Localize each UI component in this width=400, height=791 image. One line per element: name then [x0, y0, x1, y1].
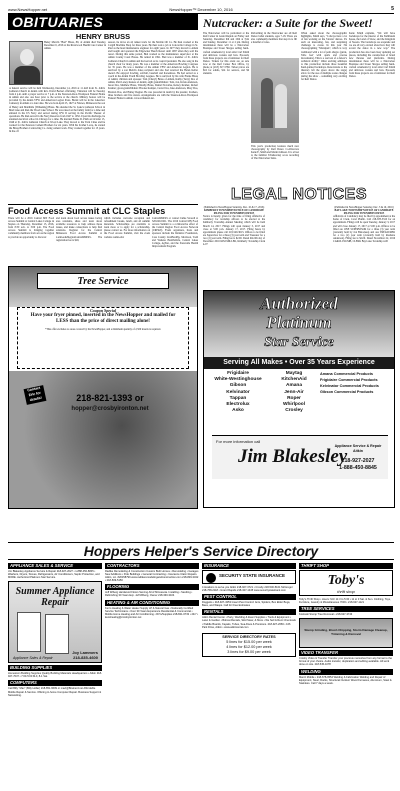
category-computers: COMPUTERS	[8, 680, 102, 686]
category-insurance: INSURANCE	[202, 563, 296, 569]
nutcracker-column-2b: This year's production features much new choreography by Reif Dance Co-Directors Katie E. Smith and Marin Johnson. It is all set to the familiar Tchaikovsky score recording of The Nutcracker Suite.	[251, 145, 299, 161]
nutcracker-headline: Nutcracker: a Suite for the Sweet!	[203, 16, 373, 30]
category-appliance: APPLIANCE SALES & SERVICE	[8, 563, 102, 569]
legal-notice-body: Notice is hereby given for the time of filing affidavits of candidacy for township officers to be elected at the Kimberly Township Annual Meeting which will be held March 14, 2017. Filings will open January 3, 2017 and close at 5:00 p.m. January 17, 2017. Filing hours by appointment please call 218-549-3613. Offices to be filled are Supervisor for a three (3) year term and Treasurer for a two (2) year term. Filing fee is $2.00. Dated this 6th day of December 2016 KIM MILLER, Kimberly Township Clerk 4-07	[203, 215, 265, 247]
category-tree: TREE SERVICES	[299, 606, 393, 612]
ad-phone[interactable]: 218-821-1393 or	[76, 393, 144, 403]
directory-column-1	[8, 563, 102, 785]
appliance-icon	[17, 612, 41, 652]
food-column-4: CentralMnFAS or contact Jamie Stowell at 320.629.0161. The 2016 Central MN Food Access Summit is a collaborative effort of the Central Region Food Access Network (CRFAN). Event organizers, hosts and sponsors include the Initiative Foundation, Cass County LiveHealthy, Morrison, Todd and Wadena Health4Life, Central Lakes College, AgStar, and the Statewide Health Improvement Program.	[152, 217, 198, 248]
category-building: BUILDING SUPPLIES	[8, 665, 102, 671]
rates-title: SERVICE DIRECTORY RATES	[222, 634, 276, 639]
contact-eric-tag: Contact Eric for details!	[24, 385, 47, 405]
blakesley-services: Appliance Service & Repair Aitkin	[334, 444, 382, 453]
tobys-logo: Toby's thrift shop	[299, 570, 393, 596]
obituary-column-1: Henry Marvin "Bud" Bruss, 89, of Aitkin died Tuesday, December 6, 2016 at the Riverwood Health Care Center in Aitkin.	[44, 41, 106, 51]
coupon-box	[17, 307, 189, 369]
category-rentals: RENTALS	[202, 609, 296, 615]
food-column-3: which includes welcome reception and refreshment breaks, lunch, and all summit materials. Scholarships are available to learn more or to apply for a scholarship, please contact us. For more information on the Food Access Summit, visit the event website z.umn.edu/	[104, 217, 150, 239]
page-header	[8, 6, 394, 14]
coupon-label: Coupon Special	[89, 308, 117, 313]
legal-notice-title: BAY LAKE TOWNSHIP NOTICE OF CANDIDATE FILING FOR TOWNSHIP OFFICE	[334, 209, 394, 216]
apl-title-3: Star Service	[264, 335, 334, 350]
obituary-column-2: season, he drove an oil tanker truck for the Mobile Oil Co. He then worked at the Cargill Machine Shop for three years. He then took a job at Concordia College in St. Paul as the head maintenance engineer for eight years. In 1977 they moved to Aitkin and bought and operated the Edgewater Beach Resort until 1997 when they sold the resort. During this same period, Bud worked as the maintenance supervisor at the Aitkin County Court House. He retired in 1991. Bud was a member of St. John's Lutheran Church in Aitkin and had served as its council president. He also sang in the church choir for many years. He was a member of the American Bowling Congress for 35 years. He was a member of the Aitkin VFW and American Legion. He is survived by a son Melvin Jones recipient and also had received the Helen Keller Award. He enjoyed bowling, softball, baseball and horseshoes. He had served as a coach in the Aitkin Youth Bowling Leagues. He is survived by his wife Elaine Bruss of Aitkin; children and spouses: Tom (Cheryl) Bruss of Aitkin, Kathy (Terry) Dos of Aitkin, Patti Laney Kunere of Aitkin; eight grandchildren: Toni, Jon, Krista Anderson, Jason Dos, Matthew Bruss, Timothy Bruss, Daniel Nowicke, Kelsey Kramer, Robert Kramer; great-grandchildren: Brooke Kamper, Carter Dos, Jake Anderson, Mary Dos, Braxton Dos, and Hailey Degner. He was preceded in death by his parents; brothers, three brothers and five sisters. Arrangements are with the Sisterson-Root-Thompson Funeral Home in Aitkin. www.srtfuneral.net.	[108, 41, 198, 100]
food-column-1: There will be a 2016 Central MN Food Access Summit at Central Lakes College in Staples on Thursday, December 15, 2016, from 8:30 a.m. to 3:00 p.m. The Food Access Summit is bringing together community members from across the region to provide an opportunity to discover	[8, 217, 54, 239]
brand-list-3: Amana Commercial Products Frigidaire Commercial Products Kelvinator Commercial Products Gibson Commercial Products	[320, 372, 379, 394]
legal-notice-kimberly	[203, 206, 265, 290]
nutcracker-column-2: Performing in the Nutcracker are all Reif Dance ballet students, ages 7-18. There are also community members that step in to fill a handful of roles.	[251, 32, 297, 45]
nutcracker-column-4: Katie Smith explains, "We will have backdrops for the interior of the Stahlbaum house, the Land of Snow, and the Kingdom of Sweets. The backdrops are exquisite and we are all very excited about how they will accent the dance in a new way." The production has also been busy updating set pieces, including the construction of brand new thrones and platforms. During intermission there will be a Nutcracker Boutique and Sweet Shoppe selling hand-crafted ornaments by local artist Carl Smith and delicious cookies and bars. Proceeds from these projects are a fundraiser for Reif Dance.	[349, 32, 395, 79]
platinum-star-ad	[203, 290, 395, 508]
legal-notices-banner: LEGAL NOTICES	[231, 186, 367, 203]
category-welding: WELDING	[299, 669, 393, 675]
appliance-icon	[45, 614, 69, 654]
appliance-ad-sub: Appliance Sales & Repair	[13, 656, 53, 661]
nutcracker-dancers-photo	[251, 58, 299, 143]
directory-entry: 4 locations to serve you Aitkin 218-927-3721 • Crosby 218-546-5101 McGregor 218-768-2118 • Grand Rapids 218-327-1445 www.securitystatebank.com	[202, 586, 293, 593]
category-pest: PEST CONTROL	[202, 594, 296, 600]
brand-list-1: Frigidaire White-Westinghouse Gibson Kelvinator Tappan Electrolux Asko	[214, 371, 262, 414]
summer-appliance-ad	[8, 581, 102, 663]
obituary-column-1b: A funeral service will be held Wednesday, December 14, 2016 at 11 AM from St. John's Lutheran Church in Aitkin with Rev. David Beckel officiating. Visitation will be Tuesday from 4 p.m. until a prayer service at 7 p.m. at the Sisterson-Root-Thompson Funeral Home in Aitkin and also one hour prior to the service at the church. Military honors will be provided by the Aitkin VFW and American Legion Posts. Burial will be in the Lakeview Cemetery in Aitkin at a later date. He was born April 25, 1927 at Nisswa, Minnesota the son of Henry and Matthilda (Wilkening) Bruss. He attended the St. Luke's Lutheran School in Mud Lake and then the Wood Lake School. He was raised on the family farm for a time and enlisted in the US Navy and served during WW II serving in the Pacific Theater of operations. He then served in the Navy Reserves from 1947 to 1952. Upon his discharge, he attended electrical school in Chicago for a time. He married Elaine D. Plath on October 15, 1949 at St. John's Lutheran Church at Wood Lake. They moved to the Twin Cities and he worked for the Peterson Cement Brothers for six years. With his brother Lowe, he started the Bruss Brothers Contracting Co. doing cement work. They worked together for 13 years. In the off	[9, 87, 105, 134]
directory-column-2	[105, 563, 199, 785]
directory-entry: Doggetts • 218-927-4353 Insect Pest Control: Ants, Spiders, Box Elder Bugs, Bees, and Wasps. Call for Free Estimates	[202, 601, 291, 608]
directory-column-3	[202, 563, 296, 785]
tree-service-ad	[8, 266, 198, 509]
blakesley-phones: 218-927-2027 1-888-450-8845	[339, 458, 377, 471]
legal-pub-line: (Published in NewsHopper Saturday, Dec. 3 & 10, 2016)	[334, 206, 394, 209]
directory-entry: Call Billy "Mac" (Billy Hollar) 218-851-6609 or macl@Brainerd.net Affordable Mobile Repair & Service. Offering in-home Computer Repair. Business Support & Networking.	[8, 687, 102, 697]
more-info-text: For more information call	[216, 439, 261, 444]
category-flooring: FLOORING	[105, 584, 199, 590]
directory-column-4	[299, 563, 393, 785]
appliance-ad-phone[interactable]: 218-835-4600	[73, 655, 98, 661]
nutcracker-column-1: The Nutcracker will be performed at the Reif Center in Grand Rapids on Friday and Saturday, December 9th and 10th at 7pm and Sunday, December 11 at 2 pm. During intermission there will be a Nutcracker Boutique and Sweet Shoppe selling hand-crafted ornaments by local artist Carl Smith and delicious cookies and bars. Proceeds from these projects are a fundraiser for Reif Dance. Tickets for this event are on sale now at the Reif Center Box Office, by phone at (218) 327-5780. Ticket prices are $16 for adults, $14 for seniors, and $9 students.	[203, 32, 249, 76]
directory-entry: Kosloski Stump Tree Removal • 218-927-3743	[299, 613, 353, 617]
food-column-2: and learn about food access issues facing area residents, share and learn about available resources to help address these issues, and make connections to help find solutions. Register for the Central Minnesota Food Access Summit at z.umn.edu/RegionCentralMnFAS. The registration fee is $20,	[56, 217, 102, 242]
directory-entry: Toby's Thrift Shop • Hours: M-F 11:3 to 5:30 • 11 to 3 Sat. & Sun. Clothing, Toys, Furniture, Jewelry & Miscellaneous 7003 • 218-927-1121	[299, 598, 391, 605]
legal-notice-bay-lake	[333, 206, 395, 290]
blakesley-logo-box	[212, 435, 388, 479]
paper-date: NewsHopper™ December 10, 2016	[169, 7, 233, 12]
legal-pub-line: (Published in NewsHopper Saturday, Dec. 10 & 17, 2016)	[203, 206, 265, 209]
legal-notice-body: Affidavits of Candidacy may be filed by appointment at the home of Clerk, Carol Plumb. Call 218-678-3310 for an appointment. Filings will be open Tuesday, January 3, 2017 and will close January 17, 2017 at 5:00 p.m. Offices to be filled are ONE SUPERVISOR for a three (3) year term (currently held by Jon Bistodeau) and one TREASURER for a two (2) year term (currently held by Raeilene Anderson). Filing fee is $2.00. Dated November 22, 2016 CAROL PLUMB, CLERK Bay Lake Township 4-00	[333, 215, 395, 244]
apl-tagline: Serving All Makes • Over 35 Years Experience	[204, 357, 394, 369]
coupon-message: Have your fryer pinned, inserted in the NewsHopper and mailed for LESS than the price of direct mailing alone!	[30, 313, 176, 324]
brand-list-2: Maytag KitchenAid Amana Jenn-Air Roper Whirlpool Crosley	[281, 371, 307, 414]
coupon-note: *This offer excludes to areas covered by the NewsHopper, and a minimum quantity of 2,500 inserts is required.	[45, 328, 161, 331]
category-contractors: CONTRACTORS	[105, 563, 199, 569]
obituary-photo	[9, 41, 43, 85]
directory-entry: Ken's Heating & Water Heater Supply LP & Natural Gas • Nationally Certified Service Technicians • Over 30 Years Experience Residential & Commercial • Mobile Home Heating and Air Conditioning • RV's/Supplies 218-821-6733 • 24/7 • kenshealing@crosbyironton.net	[105, 606, 199, 619]
site-url[interactable]: www.NewsHopper.net	[8, 7, 48, 12]
directory-entry: Radtke Remodeling & Construction Custom Built Homes • Remodeling • Garages New Additions • Pole Buildings • General Contracting • Insurance Claim Repairs. Aitkin, Lic. #20158799 www.radtkeremodelingandconstruction.com 218-829-3432 • 218-839-5150	[105, 570, 199, 583]
obituary-name: HENRY BRUSS	[75, 32, 131, 41]
legal-notice-title: KIMBERLY TOWNSHIP NOTICE OF CANDIDATE FILING FOR TOWNSHIP OFFICE	[204, 209, 264, 216]
appliance-ad-contact: Joy Lammers	[72, 650, 98, 656]
blakesley-name: Jim Blakesley	[238, 446, 348, 467]
page-number: 5	[391, 6, 394, 12]
security-state-logo: SECURITY STATE INSURANCE	[202, 570, 296, 584]
directory-entry: Aitkin Rental Center • Party, Wedding & Event Supplies • Tools & Equipment • Lawn & Garden • Bobcat Rentals, Skid Steer, & More • We Sell & Rent Chemicals • Paddle Boards, Kayaks, Tubes, Sea-Doos & Pontoons. 218-927-2666 • 106 Park Drive, Aitkin • www.aitkinrental.com	[202, 616, 296, 629]
shield-icon	[206, 573, 216, 583]
food-access-headline: Food Access Summit at CLC Staples	[8, 204, 198, 216]
apl-title-2: Platinum	[266, 313, 332, 332]
directory-entry: Jim Blakesley Appliance Service & Repair 218-927-2027 • 1-888-450-8845 • Washers, Dryers, Stoves, Refrigerators, Air Conditioners, Septic Protection, and MORE. Authorized Platinum Star Service.	[8, 570, 100, 580]
service-directory-banner: Hoppers Helper's Service Directory	[8, 542, 394, 560]
directory-entry: Crosby Video & Transfer Transfer your precious memories from any format to the format of your choice. Audio transfer, duplication and editing available. All work done on site. 218-545-1078	[299, 657, 392, 667]
category-heating: HEATING & AIR CONDITIONING	[105, 600, 199, 606]
directory-rates-box: SERVICE DIRECTORY RATES 5 lines for $15.00 per week 4 lines for $12.00 per week 3 lines for $9.00 per week	[202, 633, 296, 657]
stump-ad: Stump Grinding, Brush Chipping, Storm Damage Cleanup, Trimming & Removal	[299, 618, 393, 648]
directory-entry: Mantz Mobile • 218-678-9554 Welding & Fabrication Welding and Repair of Equipment, Steel, Docks, Structural Outdoor Wood Furnaces, Aluminum, Steel & Stainless. Call 7 days a week.	[299, 675, 392, 685]
apl-title-1: Authorized	[260, 294, 338, 313]
directory-entry: Jeff Wiberg Hardwood Floors Serving All of Minnesota. Installing • Sanding • Refinishing 30 Years Exp. Jeff Wiberg, Owner 218-330-3104	[105, 591, 193, 598]
nutcracker-column-3: When asked about the choreographic highlights, Smith says, "I always have a lot of fun working on the 'bizarre' dances. It's such an interesting, fun, and surprising challenge to create. In this year I'm choreographing "Marzipan", which is very traditional with a lot of petit allegro (quick, 'little feet' with quick and precise movements). This is a real test of a dancer's technical ability." Other exciting additions to this production include three beautiful hand-painted backdrops. Renovations to the theatre's loft the space above the stage) allow for the use of multiple scene changes during the show – something very exciting for Reif Dance.	[301, 32, 347, 82]
obituaries-banner: OBITUARIES	[8, 14, 198, 30]
category-video: VIDEO TRANSFER	[299, 650, 393, 656]
summer-appliance-name: Summer Appliance Repair	[15, 586, 95, 609]
directory-entry: Hometown Building Supplies Quality Building Materials Headquarters • Aitkin 218-927-7037 • 7:00-5:00 M-F, 8-1 Sat.	[8, 672, 102, 679]
ad-email[interactable]: hopper@crosbyironton.net	[71, 406, 149, 412]
category-thrift: THRIFT SHOP	[299, 563, 393, 569]
tree-service-banner: Tree Service	[37, 273, 169, 289]
